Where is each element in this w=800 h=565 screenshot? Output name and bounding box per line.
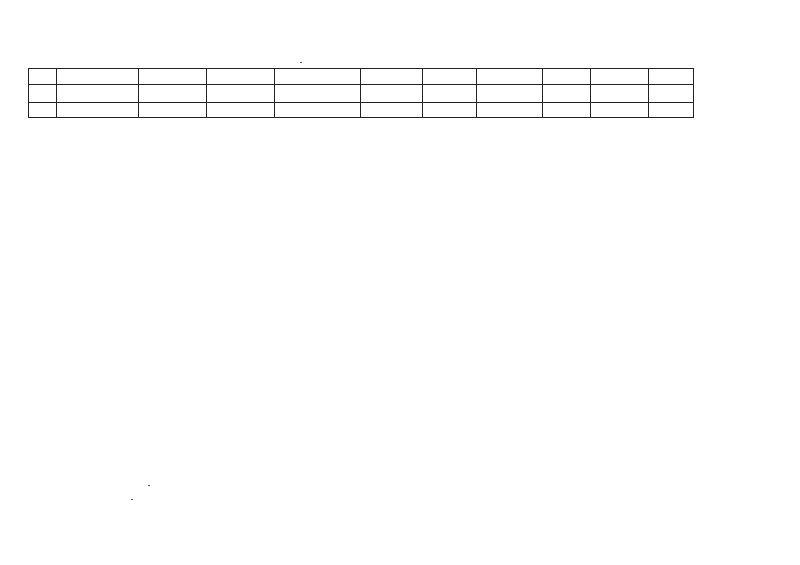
scan-speck — [300, 62, 302, 63]
scan-speck — [148, 485, 150, 486]
assets-table — [28, 68, 694, 118]
section-title — [275, 84, 361, 102]
blank-row-end — [29, 102, 694, 118]
section-header-row — [29, 84, 694, 102]
scan-speck — [131, 499, 133, 500]
blank-row — [29, 69, 694, 85]
